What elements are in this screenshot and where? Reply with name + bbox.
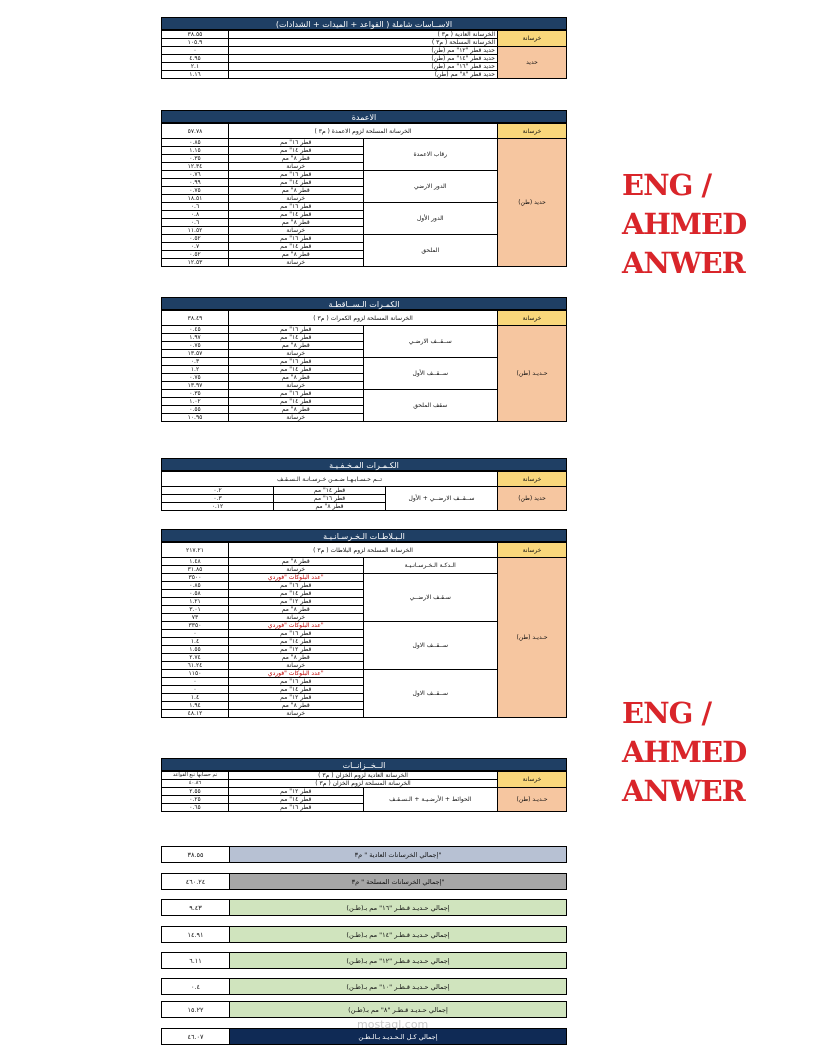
item-cell: قطر ١٤" مم xyxy=(229,686,364,694)
total-row xyxy=(161,926,567,943)
columns-section xyxy=(161,110,567,267)
table-row xyxy=(162,139,567,147)
value-cell: ٠.٥٨ xyxy=(162,590,229,598)
value-cell: ١.٥٥ xyxy=(162,646,229,654)
table-row xyxy=(162,788,567,796)
total-label: إجمالي كـل الـحـديـد بـالـطـن xyxy=(230,1029,566,1044)
value-cell: ١.١٥ xyxy=(162,147,229,155)
description-cell: الخرسانة العادية ( م٣ ) xyxy=(229,31,498,39)
item-cell: قطر ١٢" مم xyxy=(229,598,364,606)
group-name-cell: ســقــف الاول xyxy=(363,622,498,670)
value-cell: ٠.٦ xyxy=(162,219,229,227)
steel-category-cell: حديد (طن) xyxy=(498,487,567,511)
group-name-cell: رقاب الاعمدة xyxy=(363,139,498,171)
value-cell: ٠.٧٥ xyxy=(162,342,229,350)
item-cell: عدد البلوكات "فوردي" xyxy=(229,622,364,630)
steel-category-cell: حـديـد (طن) xyxy=(498,788,567,812)
total-label: إجمالي حـديـد قـطـر "١٤" مم بـ(طـن) xyxy=(230,927,566,942)
value-cell: ٦١.٢٤ xyxy=(162,662,229,670)
value-cell: ١٠.٩٥ xyxy=(162,414,229,422)
value-cell: ٣٥٠٠ xyxy=(162,574,229,582)
table-row xyxy=(162,543,567,558)
table-row xyxy=(162,558,567,566)
total-value: ٣٨.٥٥ xyxy=(162,847,230,862)
value-cell: ١.١٦ xyxy=(162,71,229,79)
value-cell: ٠.٢ xyxy=(162,487,274,495)
total-value: ٠.٤ xyxy=(162,979,230,994)
total-value: ٤٦٠.٢٤ xyxy=(162,874,230,889)
description-cell: الخرسانة المسلحة لزوم الخزان ( م٣ ) xyxy=(229,780,498,788)
steel-category-cell: حديد (طن) xyxy=(498,139,567,267)
total-value: ١٥.٢٢ xyxy=(162,1002,230,1017)
table-row xyxy=(162,772,567,780)
item-cell: قطر ١٤" مم xyxy=(274,487,386,495)
group-name-cell: الـدكـة الـخـرسـانـيـة xyxy=(363,558,498,574)
total-row xyxy=(161,846,567,863)
value-cell: تم حسابها تبع القواعد xyxy=(162,772,229,780)
group-name-cell: ســقــف الأول xyxy=(363,358,498,390)
slabs-table xyxy=(161,542,567,718)
item-cell: خرسانة xyxy=(229,382,364,390)
item-cell: قطر ١٤" مم xyxy=(229,211,364,219)
item-cell: قطر ٨" مم xyxy=(229,155,364,163)
item-cell: خرسانة xyxy=(229,227,364,235)
table-row xyxy=(162,31,567,39)
item-cell: قطر ٨" مم xyxy=(229,219,364,227)
value-cell: ١٨.٥١ xyxy=(162,195,229,203)
value-cell: ٠.٦٥ xyxy=(162,804,229,812)
watermark-line: ENG / xyxy=(622,696,712,730)
value-cell: ٠.٣ xyxy=(162,495,274,503)
item-cell: قطر ١٤" مم xyxy=(229,590,364,598)
group-name-cell: الحوائط + الأرضـيـة + الـسـقـف xyxy=(363,788,498,812)
total-label: إجمالي حـديـد قـطـر "١٠" مم بـ(طـن) xyxy=(230,979,566,994)
group-name-cell: الملحق xyxy=(363,235,498,267)
table-row xyxy=(162,487,567,495)
item-cell: قطر ٨" مم xyxy=(229,406,364,414)
value-cell: ٠.٥٥ xyxy=(162,406,229,414)
value-cell: ٠ xyxy=(162,686,229,694)
value-cell: ٠.٨ xyxy=(162,211,229,219)
value-cell: ١.٢١ xyxy=(162,598,229,606)
concrete-value-cell: ٥٧.٧٨ xyxy=(162,124,229,139)
value-cell: ١.٠٢ xyxy=(162,398,229,406)
total-value: ٩.٤٣ xyxy=(162,900,230,915)
item-cell: قطر ١٤" مم xyxy=(229,366,364,374)
value-cell: ٠.٨٥ xyxy=(162,582,229,590)
item-cell: خرسانة xyxy=(229,163,364,171)
value-cell: ١.٤ xyxy=(162,638,229,646)
value-cell: ٠.٧٦ xyxy=(162,171,229,179)
item-cell: خرسانة xyxy=(229,195,364,203)
item-cell: قطر ١٢" مم xyxy=(229,646,364,654)
total-value: ٤٦.٠٧ xyxy=(162,1029,230,1044)
value-cell: ١٢.٥٣ xyxy=(162,259,229,267)
group-name-cell: سقف الملحق xyxy=(363,390,498,422)
item-cell: قطر ١٦" مم xyxy=(229,582,364,590)
item-cell: قطر ١٤" مم xyxy=(229,243,364,251)
item-cell: خرسانة xyxy=(229,710,364,718)
item-cell: قطر ١٦" مم xyxy=(229,804,364,812)
value-cell: ٤.٩٥ xyxy=(162,55,229,63)
item-cell: قطر ١٦" مم xyxy=(229,630,364,638)
table-row xyxy=(162,472,567,487)
total-row xyxy=(161,952,567,969)
tanks-section xyxy=(161,758,567,812)
value-cell: ٤٨.١٢ xyxy=(162,710,229,718)
site-mark: mostaql.com xyxy=(357,1018,429,1031)
concrete-description-cell: الخرسانة المسلحة لزوم الاعمدة ( م٣ ) xyxy=(229,124,498,139)
item-cell: قطر ١٤" مم xyxy=(229,638,364,646)
total-label: إجمالي حـديـد قـطـر "٨" مم بـ(طـن) xyxy=(230,1002,566,1017)
watermark-line: ANWER xyxy=(622,774,745,808)
beams-section xyxy=(161,297,567,422)
value-cell: ٠ xyxy=(162,678,229,686)
item-cell: قطر ٨" مم xyxy=(229,702,364,710)
value-cell: ٠.٥٢ xyxy=(162,251,229,259)
description-cell: حديد قطر "٨" مم (طن) xyxy=(229,71,498,79)
total-value: ١٤.٩١ xyxy=(162,927,230,942)
watermark-line: ANWER xyxy=(622,246,745,280)
steel-category-cell: حديد xyxy=(498,47,567,79)
value-cell: ٣٨.٥٥ xyxy=(162,31,229,39)
concrete-value-cell: ٣٨.٤٩ xyxy=(162,311,229,326)
concrete-value-cell: ٢١٧.٢١ xyxy=(162,543,229,558)
item-cell: قطر ٨" مم xyxy=(229,654,364,662)
slabs-section xyxy=(161,529,567,718)
item-cell: قطر ١٦" مم xyxy=(229,203,364,211)
description-cell: حديد قطر "١٦" مم (طن) xyxy=(229,63,498,71)
total-row xyxy=(161,978,567,995)
value-cell: ١٠٥.٩ xyxy=(162,39,229,47)
item-cell: خرسانة xyxy=(229,662,364,670)
value-cell: ٠.٧٥ xyxy=(162,374,229,382)
value-cell: ٣٣٥٠ xyxy=(162,622,229,630)
value-cell: ٠.٧ xyxy=(162,243,229,251)
columns-table xyxy=(161,123,567,267)
value-cell: ٣.٠١ xyxy=(162,606,229,614)
value-cell: ١٢.٣٤ xyxy=(162,163,229,171)
item-cell: قطر ١٢" مم xyxy=(229,788,364,796)
item-cell: قطر ١٦" مم xyxy=(229,235,364,243)
total-row xyxy=(161,899,567,916)
author-watermark xyxy=(622,694,746,811)
value-cell: ٢.٥٥ xyxy=(162,788,229,796)
table-row xyxy=(162,311,567,326)
group-name-cell: ســقــف الاول xyxy=(363,670,498,718)
item-cell: قطر ١٤" مم xyxy=(229,147,364,155)
value-cell: ١.٤٨ xyxy=(162,558,229,566)
group-name-cell: سـقـف الارضــي xyxy=(363,574,498,622)
item-cell: قطر ١٦" مم xyxy=(229,139,364,147)
group-name-cell: الدور الارضي xyxy=(363,171,498,203)
value-cell: ١٣.٥٧ xyxy=(162,350,229,358)
hidden-beams-table xyxy=(161,471,567,511)
description-cell: الخرسانة العادية لزوم الخزان ( م٣ ) xyxy=(229,772,498,780)
item-cell: قطر ١٦" مم xyxy=(274,495,386,503)
item-cell: خرسانة xyxy=(229,350,364,358)
item-cell: قطر ٨" مم xyxy=(229,342,364,350)
value-cell: ٠.٩٩ xyxy=(162,179,229,187)
value-cell: ٤٠.٨٦ xyxy=(162,780,229,788)
item-cell: قطر ١٤" مم xyxy=(229,398,364,406)
total-label: إجمالي الخرسانات المسلحة " م٣" xyxy=(230,874,566,889)
value-cell: ٧٣ xyxy=(162,614,229,622)
item-cell: خرسانة xyxy=(229,614,364,622)
value-cell: ٣١.٨٥ xyxy=(162,566,229,574)
value-cell: ٠.١٢ xyxy=(162,503,274,511)
value-cell: ٠ xyxy=(162,630,229,638)
item-cell: عدد البلوكات "فوردي" xyxy=(229,574,364,582)
total-row xyxy=(161,873,567,890)
watermark-line: ENG / xyxy=(622,168,712,202)
watermark-line: AHMED xyxy=(622,735,747,769)
concrete-category-cell: خرسانة xyxy=(498,124,567,139)
foundations-section xyxy=(161,17,567,79)
hidden-beams-section xyxy=(161,458,567,511)
hidden-beams-header: الكـمـرات المـخـفـيـة xyxy=(161,458,567,471)
value-cell: ١١٥٠ xyxy=(162,670,229,678)
value-cell: ١.٩٧ xyxy=(162,334,229,342)
tanks-header: الــخــزانــات xyxy=(161,758,567,771)
table-row xyxy=(162,124,567,139)
value-cell: ٠.٣ xyxy=(162,358,229,366)
item-cell: قطر ١٤" مم xyxy=(229,334,364,342)
foundations-table xyxy=(161,30,567,79)
author-watermark xyxy=(622,166,746,283)
item-cell: قطر ١٢" مم xyxy=(229,694,364,702)
total-row xyxy=(161,1001,567,1018)
slabs-header: الـبـلاطـات الـخـرسـانـيـة xyxy=(161,529,567,542)
value-cell: ١.٩٤ xyxy=(162,702,229,710)
value-cell: ١.٤ xyxy=(162,694,229,702)
item-cell: قطر ١٤" مم xyxy=(229,179,364,187)
value-cell: ٠ xyxy=(162,47,229,55)
concrete-category-cell: خرسانة xyxy=(498,311,567,326)
watermark-line: AHMED xyxy=(622,207,747,241)
item-cell: قطر ٨" مم xyxy=(229,606,364,614)
steel-category-cell: حـديـد (طن) xyxy=(498,326,567,422)
item-cell: قطر ١٦" مم xyxy=(229,171,364,179)
item-cell: خرسانة xyxy=(229,259,364,267)
item-cell: خرسانة xyxy=(229,414,364,422)
value-cell: ١١.٥٢ xyxy=(162,227,229,235)
value-cell: ٠.٧٥ xyxy=(162,187,229,195)
group-name-cell: الدور الأول xyxy=(363,203,498,235)
value-cell: ٠.٣٥ xyxy=(162,155,229,163)
tanks-table xyxy=(161,771,567,812)
beams-table xyxy=(161,310,567,422)
value-cell: ١٣.٩٧ xyxy=(162,382,229,390)
value-cell: ٢.١ xyxy=(162,63,229,71)
item-cell: قطر ١٦" مم xyxy=(229,358,364,366)
columns-header: الاعمدة xyxy=(161,110,567,123)
value-cell: ٠.٣٥ xyxy=(162,390,229,398)
value-cell: ٠.٥٢ xyxy=(162,235,229,243)
value-cell: ٢.٧٤ xyxy=(162,654,229,662)
item-cell: قطر ١٤" مم xyxy=(229,796,364,804)
group-name-cell: ســقــف الارضــي + الأول xyxy=(386,487,498,511)
total-label: إجمالي حـديـد قـطـر "١٢" مم بـ(طـن) xyxy=(230,953,566,968)
concrete-category-cell: خرسانة xyxy=(498,543,567,558)
value-cell: ٠.٨٥ xyxy=(162,139,229,147)
description-cell: الخرسانة المسلحة ( م٣ ) xyxy=(229,39,498,47)
concrete-category-cell: خرسانة xyxy=(498,31,567,47)
item-cell: قطر ٨" مم xyxy=(229,374,364,382)
description-cell: حديد قطر "١٤" مم (طن) xyxy=(229,55,498,63)
description-cell: حديد قطر "١٢" مم (طن) xyxy=(229,47,498,55)
group-name-cell: ســقــف الارضـي xyxy=(363,326,498,358)
item-cell: قطر ١٦" مم xyxy=(229,326,364,334)
item-cell: قطر ٨" مم xyxy=(229,558,364,566)
total-label: إجمالي حـديـد قـطـر "١٦" مم بـ(طـن) xyxy=(230,900,566,915)
value-cell: ١.٢ xyxy=(162,366,229,374)
foundations-header: الاســاسات شاملة ( القواعد + الميدات + الشدادات) xyxy=(161,17,567,30)
item-cell: قطر ٨" مم xyxy=(229,187,364,195)
item-cell: خرسانة xyxy=(229,566,364,574)
item-cell: قطر ١٦" مم xyxy=(229,390,364,398)
item-cell: قطر ١٦" مم xyxy=(229,678,364,686)
table-row xyxy=(162,326,567,334)
item-cell: عدد البلوكات "فوردي" xyxy=(229,670,364,678)
value-cell: ٠.٢٥ xyxy=(162,796,229,804)
concrete-description-cell: تــم حـسـابـهـا ضـمـن خـرسـانـة الـسـقـف xyxy=(162,472,498,487)
beams-header: الكمـرات الـســاقطـة xyxy=(161,297,567,310)
concrete-description-cell: الخرسانة المسلحة لزوم البلاطات ( م٣ ) xyxy=(229,543,498,558)
concrete-category-cell: خرسانة xyxy=(498,772,567,788)
value-cell: ٠.٦ xyxy=(162,203,229,211)
value-cell: ٠.٤٥ xyxy=(162,326,229,334)
item-cell: قطر ٨" مم xyxy=(274,503,386,511)
item-cell: قطر ٨" مم xyxy=(229,251,364,259)
total-label: إجمالي الخرسانات العادية " م٣" xyxy=(230,847,566,862)
table-row xyxy=(162,47,567,55)
steel-category-cell: حـديـد (طن) xyxy=(498,558,567,718)
concrete-description-cell: الخرسانة المسلحة لزوم الكمرات ( م٣ ) xyxy=(229,311,498,326)
total-value: ٦.١١ xyxy=(162,953,230,968)
concrete-category-cell: خرسانة xyxy=(498,472,567,487)
